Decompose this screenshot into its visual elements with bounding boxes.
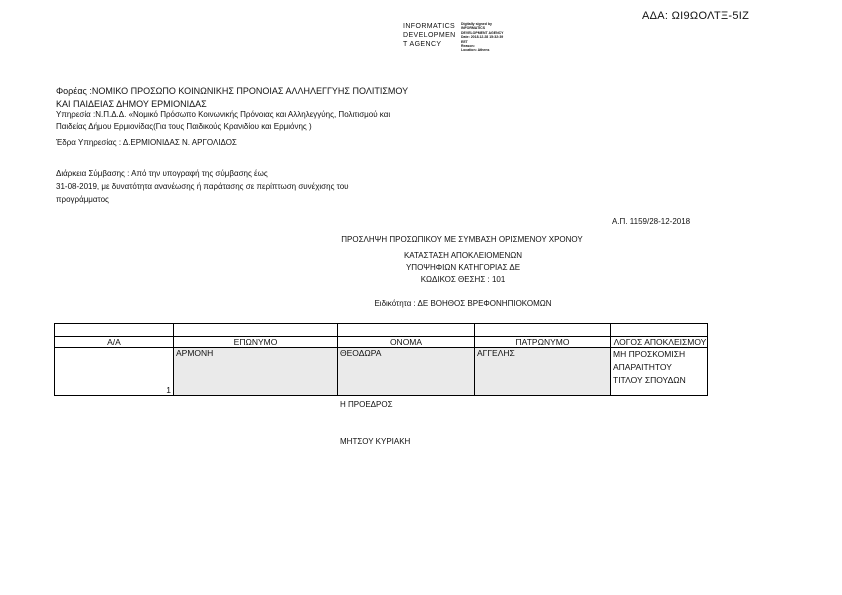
foreas-line-1: Φορέας :ΝΟΜΙΚΟ ΠΡΟΣΩΠΟ ΚΟΙΝΩΝΙΚΗΣ ΠΡΟΝΟΙΑΣ ΑΛΛΗΛΕΓΓΥΗΣ ΠΟΛΙΤΙΣΜΟΥ [56,86,409,96]
cell-exclusion-reason [611,348,708,396]
signature-detail-line: Date: 2018.12.28 15:32:39 [461,35,504,40]
diarkeia-line-1: Διάρκεια Σύμβασης : Από την υπογραφή της σύμβασης έως [56,169,268,178]
header-name: ΟΝΟΜΑ [338,337,475,348]
signature-detail-line: Digitally signed by [461,22,492,26]
edra-line: Έδρα Υπηρεσίας : Δ.ΕΡΜΙΟΝΙΔΑΣ Ν. ΑΡΓΟΛΙΔΟΣ [56,138,237,147]
logo-line: INFORMATICS [403,23,456,30]
subtitle-1: ΚΑΤΑΣΤΑΣΗ ΑΠΟΚΛΕΙΟΜΕΝΩΝ [403,251,523,260]
reason-line: ΤΙΤΛΟΥ ΣΠΟΥΔΩΝ [613,375,686,385]
specialty-line: Ειδικότητα : ΔΕ ΒΟΗΘΟΣ ΒΡΕΦΟΝΗΠΙΟΚΟΜΩΝ [374,299,552,308]
cell-aa: 1 [55,348,174,396]
table-header-row [55,337,708,348]
logo-line: T AGENCY [403,41,442,48]
header-father-name: ΠΑΤΡΩΝΥΜΟ [475,337,611,348]
table-row [55,348,708,396]
cell-father-name: ΑΓΓΕΛΗΣ [475,348,611,396]
signature-detail-line: DEVELOPMENT AGENCY [461,30,504,35]
header-aa: Α/Α [55,337,174,348]
table-cell [55,324,174,337]
table-cell [475,324,611,337]
diarkeia-line-3: προγράμματος [56,195,109,204]
subtitle-2: ΥΠΟΨΗΦΙΩΝ ΚΑΤΗΓΟΡΙΑΣ ΔΕ [405,263,521,272]
table-blank-row [55,324,708,337]
cell-surname: ΑΡΜΟΝΗ [174,348,338,396]
diarkeia-line-2: 31-08-2019, με δυνατότητα ανανέωσης ή παράτασης σε περίπτωση συνέχισης του [56,182,349,191]
ypiresia-line-2: Παιδείας Δήμου Ερμιονίδας(Για τους Παιδικούς Κρανιδίου και Ερμιόνης ) [56,122,312,131]
foreas-line-2: ΚΑΙ ΠΑΙΔΕΙΑΣ ΔΗΜΟΥ ΕΡΜΙΟΝΙΔΑΣ [56,99,207,109]
reason-line: ΑΠΑΡΑΙΤΗΤΟΥ [613,362,672,372]
signature-detail-line: EET [461,39,468,44]
header-exclusion-reason-text: ΛΟΓΟΣ ΑΠΟΚΛΕΙΣΜΟΥ [613,337,707,347]
signatory-role: Η ΠΡΟΕΔΡΟΣ [340,400,393,409]
table-cell [611,324,708,337]
signature-detail-line: Reason: [461,44,475,49]
subtitle-3: ΚΩΔΙΚΟΣ ΘΕΣΗΣ : 101 [420,275,506,284]
signature-detail-line: INFORMATICS [461,26,486,31]
reason-line: ΜΗ ΠΡΟΣΚΟΜΙΣΗ [613,349,686,359]
digital-signature-stamp [403,22,456,49]
logo-line: DEVELOPMEN [403,32,456,39]
signature-details [461,22,503,53]
cell-name: ΘΕΟΔΩΡΑ [338,348,475,396]
signature-detail-line: Location: Athens [461,48,490,53]
main-title: ΠΡΟΣΛΗΨΗ ΠΡΟΣΩΠΙΚΟΥ ΜΕ ΣΥΜΒΑΣΗ ΟΡΙΣΜΕΝΟΥ ΧΡΟΝΟΥ [341,235,583,244]
header-surname: ΕΠΩΝΥΜΟ [174,337,338,348]
ada-code: ΑΔΑ: ΩΙ9ΩΟΛΤΞ-5ΙΖ [642,10,750,22]
table-cell [174,324,338,337]
excluded-candidates-table [54,323,708,396]
table-cell [338,324,475,337]
protocol-number: Α.Π. 1159/28-12-2018 [612,217,691,226]
header-exclusion-reason [611,337,708,348]
ypiresia-line-1: Υπηρεσία :Ν.Π.Δ.Δ. «Νομικό Πρόσωπο Κοινωνικής Πρόνοιας και Αλληλεγγύης, Πολιτισμού και [56,110,391,119]
signatory-name: ΜΗΤΣΟΥ ΚΥΡΙΑΚΗ [340,437,411,446]
signature-logo-text [403,22,456,49]
